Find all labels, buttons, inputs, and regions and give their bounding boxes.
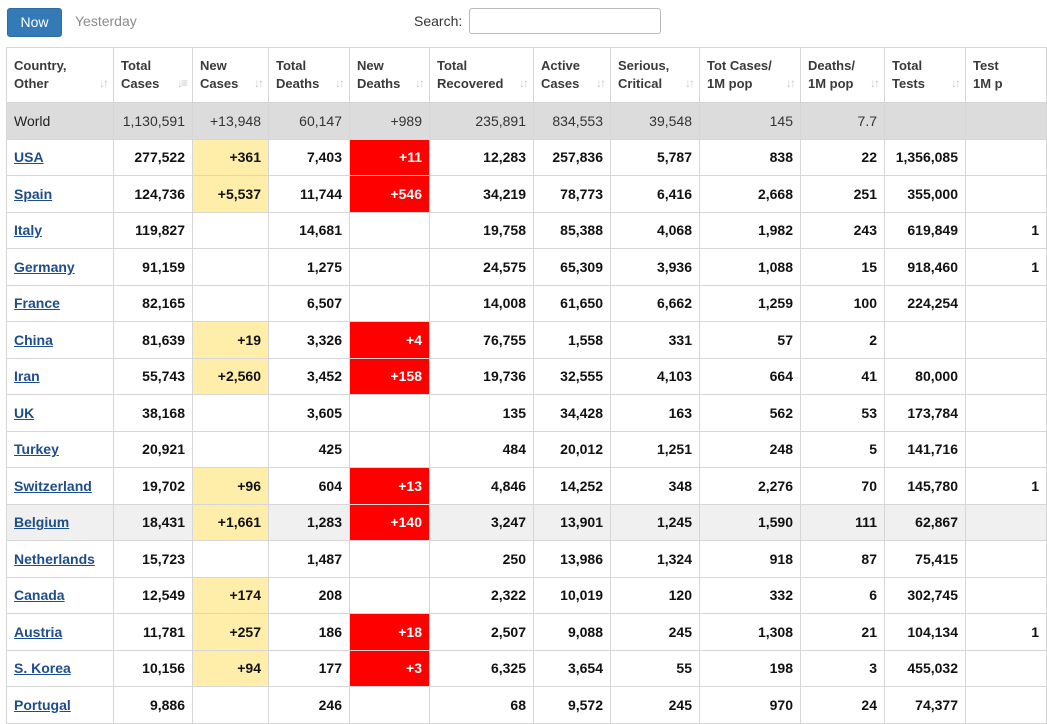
table-row	[7, 139, 1047, 176]
col-header-label-line2: Tests	[892, 76, 925, 91]
sort-icon[interactable]: ↓↑	[786, 76, 794, 90]
cell-serious-critical: 4,103	[611, 358, 700, 395]
cell-cases-per-1m: 1,088	[700, 249, 801, 286]
cell-active-cases: 9,572	[534, 687, 611, 724]
cell-cases-per-1m: 918	[700, 541, 801, 578]
cell-new-cases	[193, 687, 269, 724]
cell-new-cases: +96	[193, 468, 269, 505]
cell-total-cases: 81,639	[114, 322, 193, 359]
col-header-label-line2: 1M pop	[808, 76, 854, 91]
cell-total-deaths: 1,283	[269, 504, 350, 541]
cell-total-recovered: 34,219	[430, 176, 534, 213]
cell-serious-critical: 120	[611, 577, 700, 614]
cell-total-deaths: 60,147	[269, 103, 350, 140]
cell-total-deaths: 1,487	[269, 541, 350, 578]
cell-total-recovered: 76,755	[430, 322, 534, 359]
cell-deaths-per-1m: 3	[801, 650, 885, 687]
cell-total-deaths: 186	[269, 614, 350, 651]
col-header-label-line1: Total	[121, 58, 152, 73]
cell-tests-per-1m	[966, 176, 1047, 213]
cell-cases-per-1m: 145	[700, 103, 801, 140]
cell-new-deaths	[350, 285, 430, 322]
cell-total-cases: 55,743	[114, 358, 193, 395]
table-row	[7, 249, 1047, 286]
col-header-label-line1: Test	[973, 58, 999, 73]
table-row	[7, 176, 1047, 213]
search-input[interactable]	[469, 8, 661, 34]
cell-new-deaths: +546	[350, 176, 430, 213]
col-header-serious-critical[interactable]	[611, 48, 700, 103]
table-row	[7, 431, 1047, 468]
sort-icon[interactable]: ↓↑	[596, 76, 604, 90]
col-header-label-line1: Total	[437, 58, 468, 73]
cell-serious-critical: 55	[611, 650, 700, 687]
cell-total-tests: 619,849	[885, 212, 966, 249]
cell-total-cases: 18,431	[114, 504, 193, 541]
cell-country	[7, 176, 114, 213]
cell-total-recovered: 2,322	[430, 577, 534, 614]
cell-serious-critical: 1,251	[611, 431, 700, 468]
col-header-label-line1: Active	[541, 58, 581, 73]
cell-total-deaths: 14,681	[269, 212, 350, 249]
cell-total-cases: 91,159	[114, 249, 193, 286]
cell-total-cases: 12,549	[114, 577, 193, 614]
cell-active-cases: 13,986	[534, 541, 611, 578]
cell-cases-per-1m: 562	[700, 395, 801, 432]
cell-country	[7, 650, 114, 687]
country-link[interactable]: UK	[14, 404, 35, 421]
cell-serious-critical: 5,787	[611, 139, 700, 176]
covid-table	[6, 47, 1047, 724]
table-row	[7, 395, 1047, 432]
cell-active-cases: 834,553	[534, 103, 611, 140]
sort-icon[interactable]: ↓↑	[685, 76, 693, 90]
cell-new-cases	[193, 541, 269, 578]
cell-total-recovered: 68	[430, 687, 534, 724]
sort-icon[interactable]: ↓↑	[870, 76, 878, 90]
cell-total-tests: 1,356,085	[885, 139, 966, 176]
cell-new-cases: +1,661	[193, 504, 269, 541]
cell-deaths-per-1m: 251	[801, 176, 885, 213]
now-button[interactable]: Now	[7, 8, 62, 37]
cell-new-deaths	[350, 212, 430, 249]
cell-deaths-per-1m: 100	[801, 285, 885, 322]
country-link[interactable]: France	[14, 295, 60, 312]
cell-total-tests: 80,000	[885, 358, 966, 395]
cell-new-cases	[193, 249, 269, 286]
cell-deaths-per-1m: 24	[801, 687, 885, 724]
cell-cases-per-1m: 2,276	[700, 468, 801, 505]
cell-tests-per-1m	[966, 650, 1047, 687]
country-link[interactable]: Switzerland	[14, 477, 92, 494]
cell-total-tests	[885, 103, 966, 140]
cell-total-recovered: 24,575	[430, 249, 534, 286]
search-label: Search:	[414, 13, 463, 29]
header-row	[7, 48, 1047, 103]
cell-cases-per-1m: 57	[700, 322, 801, 359]
cell-total-cases: 20,921	[114, 431, 193, 468]
table-row	[7, 577, 1047, 614]
cell-tests-per-1m	[966, 577, 1047, 614]
cell-total-deaths: 3,326	[269, 322, 350, 359]
cell-total-deaths: 208	[269, 577, 350, 614]
cell-cases-per-1m: 332	[700, 577, 801, 614]
country-link[interactable]: Austria	[14, 623, 63, 640]
cell-total-recovered: 14,008	[430, 285, 534, 322]
cell-total-deaths: 246	[269, 687, 350, 724]
cell-country	[7, 541, 114, 578]
cell-serious-critical: 3,936	[611, 249, 700, 286]
cell-total-cases: 19,702	[114, 468, 193, 505]
cell-total-tests	[885, 322, 966, 359]
cell-serious-critical: 163	[611, 395, 700, 432]
cell-new-cases: +94	[193, 650, 269, 687]
cell-total-deaths: 11,744	[269, 176, 350, 213]
table-row	[7, 285, 1047, 322]
cell-active-cases: 10,019	[534, 577, 611, 614]
sort-icon[interactable]: ↓↑	[951, 76, 959, 90]
cell-total-tests: 62,867	[885, 504, 966, 541]
cell-deaths-per-1m: 22	[801, 139, 885, 176]
cell-deaths-per-1m: 243	[801, 212, 885, 249]
col-header-cases-per-1m[interactable]	[700, 48, 801, 103]
cell-deaths-per-1m: 21	[801, 614, 885, 651]
col-header-label-line1: Country,	[14, 58, 67, 73]
cell-country	[7, 212, 114, 249]
col-header-label-line1: New	[200, 58, 227, 73]
sort-icon[interactable]: ↓↑	[335, 76, 343, 90]
col-header-label-line2: Deaths	[276, 76, 320, 91]
cell-serious-critical: 6,662	[611, 285, 700, 322]
top-controls	[0, 0, 1000, 48]
country-link[interactable]: Belgium	[14, 514, 70, 531]
cell-total-tests: 224,254	[885, 285, 966, 322]
cell-active-cases: 34,428	[534, 395, 611, 432]
country-link[interactable]: Germany	[14, 258, 75, 275]
cell-serious-critical: 245	[611, 687, 700, 724]
cell-serious-critical: 245	[611, 614, 700, 651]
cell-new-cases	[193, 212, 269, 249]
cell-deaths-per-1m: 2	[801, 322, 885, 359]
cell-new-deaths: +18	[350, 614, 430, 651]
col-header-label-line2: 1M pop	[707, 76, 753, 91]
cell-new-deaths: +158	[350, 358, 430, 395]
cell-total-deaths: 604	[269, 468, 350, 505]
cell-total-recovered: 484	[430, 431, 534, 468]
country-link[interactable]: China	[14, 331, 53, 348]
cell-deaths-per-1m: 70	[801, 468, 885, 505]
col-header-label-line1: Tot Cases/	[707, 58, 772, 73]
cell-country	[7, 687, 114, 724]
cell-total-tests: 455,032	[885, 650, 966, 687]
cell-serious-critical: 4,068	[611, 212, 700, 249]
cell-serious-critical: 1,245	[611, 504, 700, 541]
cell-total-cases: 10,156	[114, 650, 193, 687]
sort-icon[interactable]: ↓↑	[254, 76, 262, 90]
table-row	[7, 212, 1047, 249]
cell-country	[7, 395, 114, 432]
cell-total-cases: 82,165	[114, 285, 193, 322]
cell-new-deaths	[350, 687, 430, 724]
col-header-label-line1: Serious,	[618, 58, 670, 73]
table-container	[6, 47, 1039, 713]
table-row	[7, 468, 1047, 505]
cell-deaths-per-1m: 15	[801, 249, 885, 286]
cell-country	[7, 139, 114, 176]
cell-new-cases: +13,948	[193, 103, 269, 140]
table-row	[7, 322, 1047, 359]
cell-deaths-per-1m: 87	[801, 541, 885, 578]
cell-country	[7, 358, 114, 395]
cell-total-cases: 9,886	[114, 687, 193, 724]
cell-serious-critical: 331	[611, 322, 700, 359]
sort-icon[interactable]: ↓↑	[415, 76, 423, 90]
cell-total-deaths: 7,403	[269, 139, 350, 176]
cell-new-deaths: +13	[350, 468, 430, 505]
cell-tests-per-1m	[966, 687, 1047, 724]
cell-country	[7, 614, 114, 651]
cell-new-deaths: +3	[350, 650, 430, 687]
cell-total-recovered: 235,891	[430, 103, 534, 140]
col-header-label-line1: New	[357, 58, 384, 73]
country-link[interactable]: Turkey	[14, 441, 59, 458]
col-header-deaths-per-1m[interactable]	[801, 48, 885, 103]
table-row	[7, 687, 1047, 724]
col-header-label-line2: Deaths	[357, 76, 401, 91]
cell-new-cases: +2,560	[193, 358, 269, 395]
col-header-new-deaths[interactable]	[350, 48, 430, 103]
cell-deaths-per-1m: 7.7	[801, 103, 885, 140]
cell-total-recovered: 19,736	[430, 358, 534, 395]
sort-icon[interactable]: ↓↑	[519, 76, 527, 90]
cell-deaths-per-1m: 41	[801, 358, 885, 395]
col-header-label-line2: Cases	[121, 76, 160, 91]
cell-cases-per-1m: 1,590	[700, 504, 801, 541]
cell-total-recovered: 135	[430, 395, 534, 432]
cell-serious-critical: 1,324	[611, 541, 700, 578]
cell-tests-per-1m	[966, 322, 1047, 359]
cell-total-recovered: 250	[430, 541, 534, 578]
cell-active-cases: 20,012	[534, 431, 611, 468]
country-link[interactable]: Spain	[14, 185, 53, 202]
cell-cases-per-1m: 248	[700, 431, 801, 468]
col-header-total-recovered[interactable]	[430, 48, 534, 103]
cell-total-deaths: 425	[269, 431, 350, 468]
cell-total-recovered: 2,507	[430, 614, 534, 651]
cell-new-cases: +361	[193, 139, 269, 176]
cell-active-cases: 61,650	[534, 285, 611, 322]
cell-serious-critical: 348	[611, 468, 700, 505]
cell-tests-per-1m	[966, 103, 1047, 140]
col-header-label-line2: Cases	[200, 76, 239, 91]
cell-cases-per-1m: 838	[700, 139, 801, 176]
cell-active-cases: 78,773	[534, 176, 611, 213]
col-header-country[interactable]	[7, 48, 114, 103]
cell-country	[7, 504, 114, 541]
cell-new-deaths	[350, 395, 430, 432]
cell-deaths-per-1m: 6	[801, 577, 885, 614]
cell-total-cases: 11,781	[114, 614, 193, 651]
cell-new-deaths: +140	[350, 504, 430, 541]
col-header-label-line1: Total	[276, 58, 307, 73]
cell-total-cases: 1,130,591	[114, 103, 193, 140]
cell-total-recovered: 4,846	[430, 468, 534, 505]
cell-new-cases: +19	[193, 322, 269, 359]
cell-tests-per-1m	[966, 504, 1047, 541]
cell-serious-critical: 6,416	[611, 176, 700, 213]
cell-serious-critical: 39,548	[611, 103, 700, 140]
cell-total-cases: 277,522	[114, 139, 193, 176]
cell-tests-per-1m: 1	[966, 249, 1047, 286]
cell-tests-per-1m	[966, 431, 1047, 468]
cell-total-tests: 141,716	[885, 431, 966, 468]
cell-total-recovered: 12,283	[430, 139, 534, 176]
cell-total-tests: 104,134	[885, 614, 966, 651]
table-row	[7, 650, 1047, 687]
cell-country	[7, 285, 114, 322]
cell-total-cases: 15,723	[114, 541, 193, 578]
cell-total-tests: 918,460	[885, 249, 966, 286]
cell-cases-per-1m: 198	[700, 650, 801, 687]
cell-cases-per-1m: 1,259	[700, 285, 801, 322]
cell-active-cases: 257,836	[534, 139, 611, 176]
cell-new-deaths: +4	[350, 322, 430, 359]
cell-country	[7, 249, 114, 286]
country-link[interactable]: USA	[14, 149, 44, 166]
cell-tests-per-1m: 1	[966, 614, 1047, 651]
cell-active-cases: 85,388	[534, 212, 611, 249]
cell-new-cases	[193, 395, 269, 432]
cell-total-deaths: 3,452	[269, 358, 350, 395]
cell-country	[7, 577, 114, 614]
col-header-label-line1: Total	[892, 58, 923, 73]
cell-cases-per-1m: 970	[700, 687, 801, 724]
cell-deaths-per-1m: 5	[801, 431, 885, 468]
cell-new-deaths: +989	[350, 103, 430, 140]
cell-cases-per-1m: 2,668	[700, 176, 801, 213]
table-row	[7, 614, 1047, 651]
cell-total-deaths: 3,605	[269, 395, 350, 432]
cell-tests-per-1m	[966, 541, 1047, 578]
cell-active-cases: 3,654	[534, 650, 611, 687]
col-header-label-line1: Deaths/	[808, 58, 855, 73]
cell-total-tests: 355,000	[885, 176, 966, 213]
country-link[interactable]: Italy	[14, 222, 43, 239]
cell-new-deaths	[350, 541, 430, 578]
cell-active-cases: 13,901	[534, 504, 611, 541]
cell-new-cases	[193, 285, 269, 322]
table-row	[7, 358, 1047, 395]
cell-total-tests: 173,784	[885, 395, 966, 432]
cell-tests-per-1m: 1	[966, 468, 1047, 505]
cell-tests-per-1m	[966, 358, 1047, 395]
cell-deaths-per-1m: 53	[801, 395, 885, 432]
cell-total-cases: 119,827	[114, 212, 193, 249]
cell-total-deaths: 177	[269, 650, 350, 687]
cell-total-recovered: 19,758	[430, 212, 534, 249]
cell-total-deaths: 6,507	[269, 285, 350, 322]
cell-total-recovered: 3,247	[430, 504, 534, 541]
col-header-total-deaths[interactable]	[269, 48, 350, 103]
col-header-label-line2: Other	[14, 76, 49, 91]
cell-total-deaths: 1,275	[269, 249, 350, 286]
cell-new-deaths	[350, 577, 430, 614]
col-header-tests-per-1m[interactable]	[966, 48, 1047, 103]
cell-new-cases: +5,537	[193, 176, 269, 213]
col-header-label-line2: Cases	[541, 76, 580, 91]
col-header-label-line2: 1M p	[973, 76, 1003, 91]
table-body	[7, 103, 1047, 724]
cell-country: World	[7, 103, 114, 140]
cell-country	[7, 468, 114, 505]
cell-total-recovered: 6,325	[430, 650, 534, 687]
cell-total-cases: 38,168	[114, 395, 193, 432]
cell-tests-per-1m: 1	[966, 212, 1047, 249]
cell-country	[7, 322, 114, 359]
cell-new-deaths	[350, 431, 430, 468]
col-header-active-cases[interactable]	[534, 48, 611, 103]
cell-new-cases	[193, 431, 269, 468]
cell-total-cases: 124,736	[114, 176, 193, 213]
cell-total-tests: 75,415	[885, 541, 966, 578]
col-header-label-line2: Recovered	[437, 76, 504, 91]
col-header-new-cases[interactable]	[193, 48, 269, 103]
cell-cases-per-1m: 664	[700, 358, 801, 395]
cell-tests-per-1m	[966, 395, 1047, 432]
country-link[interactable]: Canada	[14, 587, 65, 604]
cell-active-cases: 65,309	[534, 249, 611, 286]
cell-total-tests: 74,377	[885, 687, 966, 724]
cell-deaths-per-1m: 111	[801, 504, 885, 541]
cell-country	[7, 431, 114, 468]
cell-total-tests: 145,780	[885, 468, 966, 505]
country-link[interactable]: Netherlands	[14, 550, 95, 567]
cell-new-cases: +257	[193, 614, 269, 651]
yesterday-button[interactable]: Yesterday	[75, 13, 137, 29]
table-row	[7, 504, 1047, 541]
country-link[interactable]: Portugal	[14, 696, 71, 713]
country-link[interactable]: S. Korea	[14, 660, 71, 677]
table-row	[7, 541, 1047, 578]
cell-cases-per-1m: 1,308	[700, 614, 801, 651]
cell-new-deaths: +11	[350, 139, 430, 176]
col-header-total-cases[interactable]	[114, 48, 193, 103]
cell-tests-per-1m	[966, 285, 1047, 322]
cell-tests-per-1m	[966, 139, 1047, 176]
cell-active-cases: 1,558	[534, 322, 611, 359]
country-link[interactable]: Iran	[14, 368, 40, 385]
cell-active-cases: 9,088	[534, 614, 611, 651]
cell-active-cases: 14,252	[534, 468, 611, 505]
cell-new-deaths	[350, 249, 430, 286]
cell-active-cases: 32,555	[534, 358, 611, 395]
cell-new-cases: +174	[193, 577, 269, 614]
cell-total-tests: 302,745	[885, 577, 966, 614]
cell-cases-per-1m: 1,982	[700, 212, 801, 249]
col-header-total-tests[interactable]	[885, 48, 966, 103]
world-row	[7, 103, 1047, 140]
sort-icon[interactable]: ↓↑	[99, 76, 107, 90]
col-header-label-line2: Critical	[618, 76, 663, 91]
sort-desc-icon[interactable]: ↓≡	[176, 76, 186, 90]
